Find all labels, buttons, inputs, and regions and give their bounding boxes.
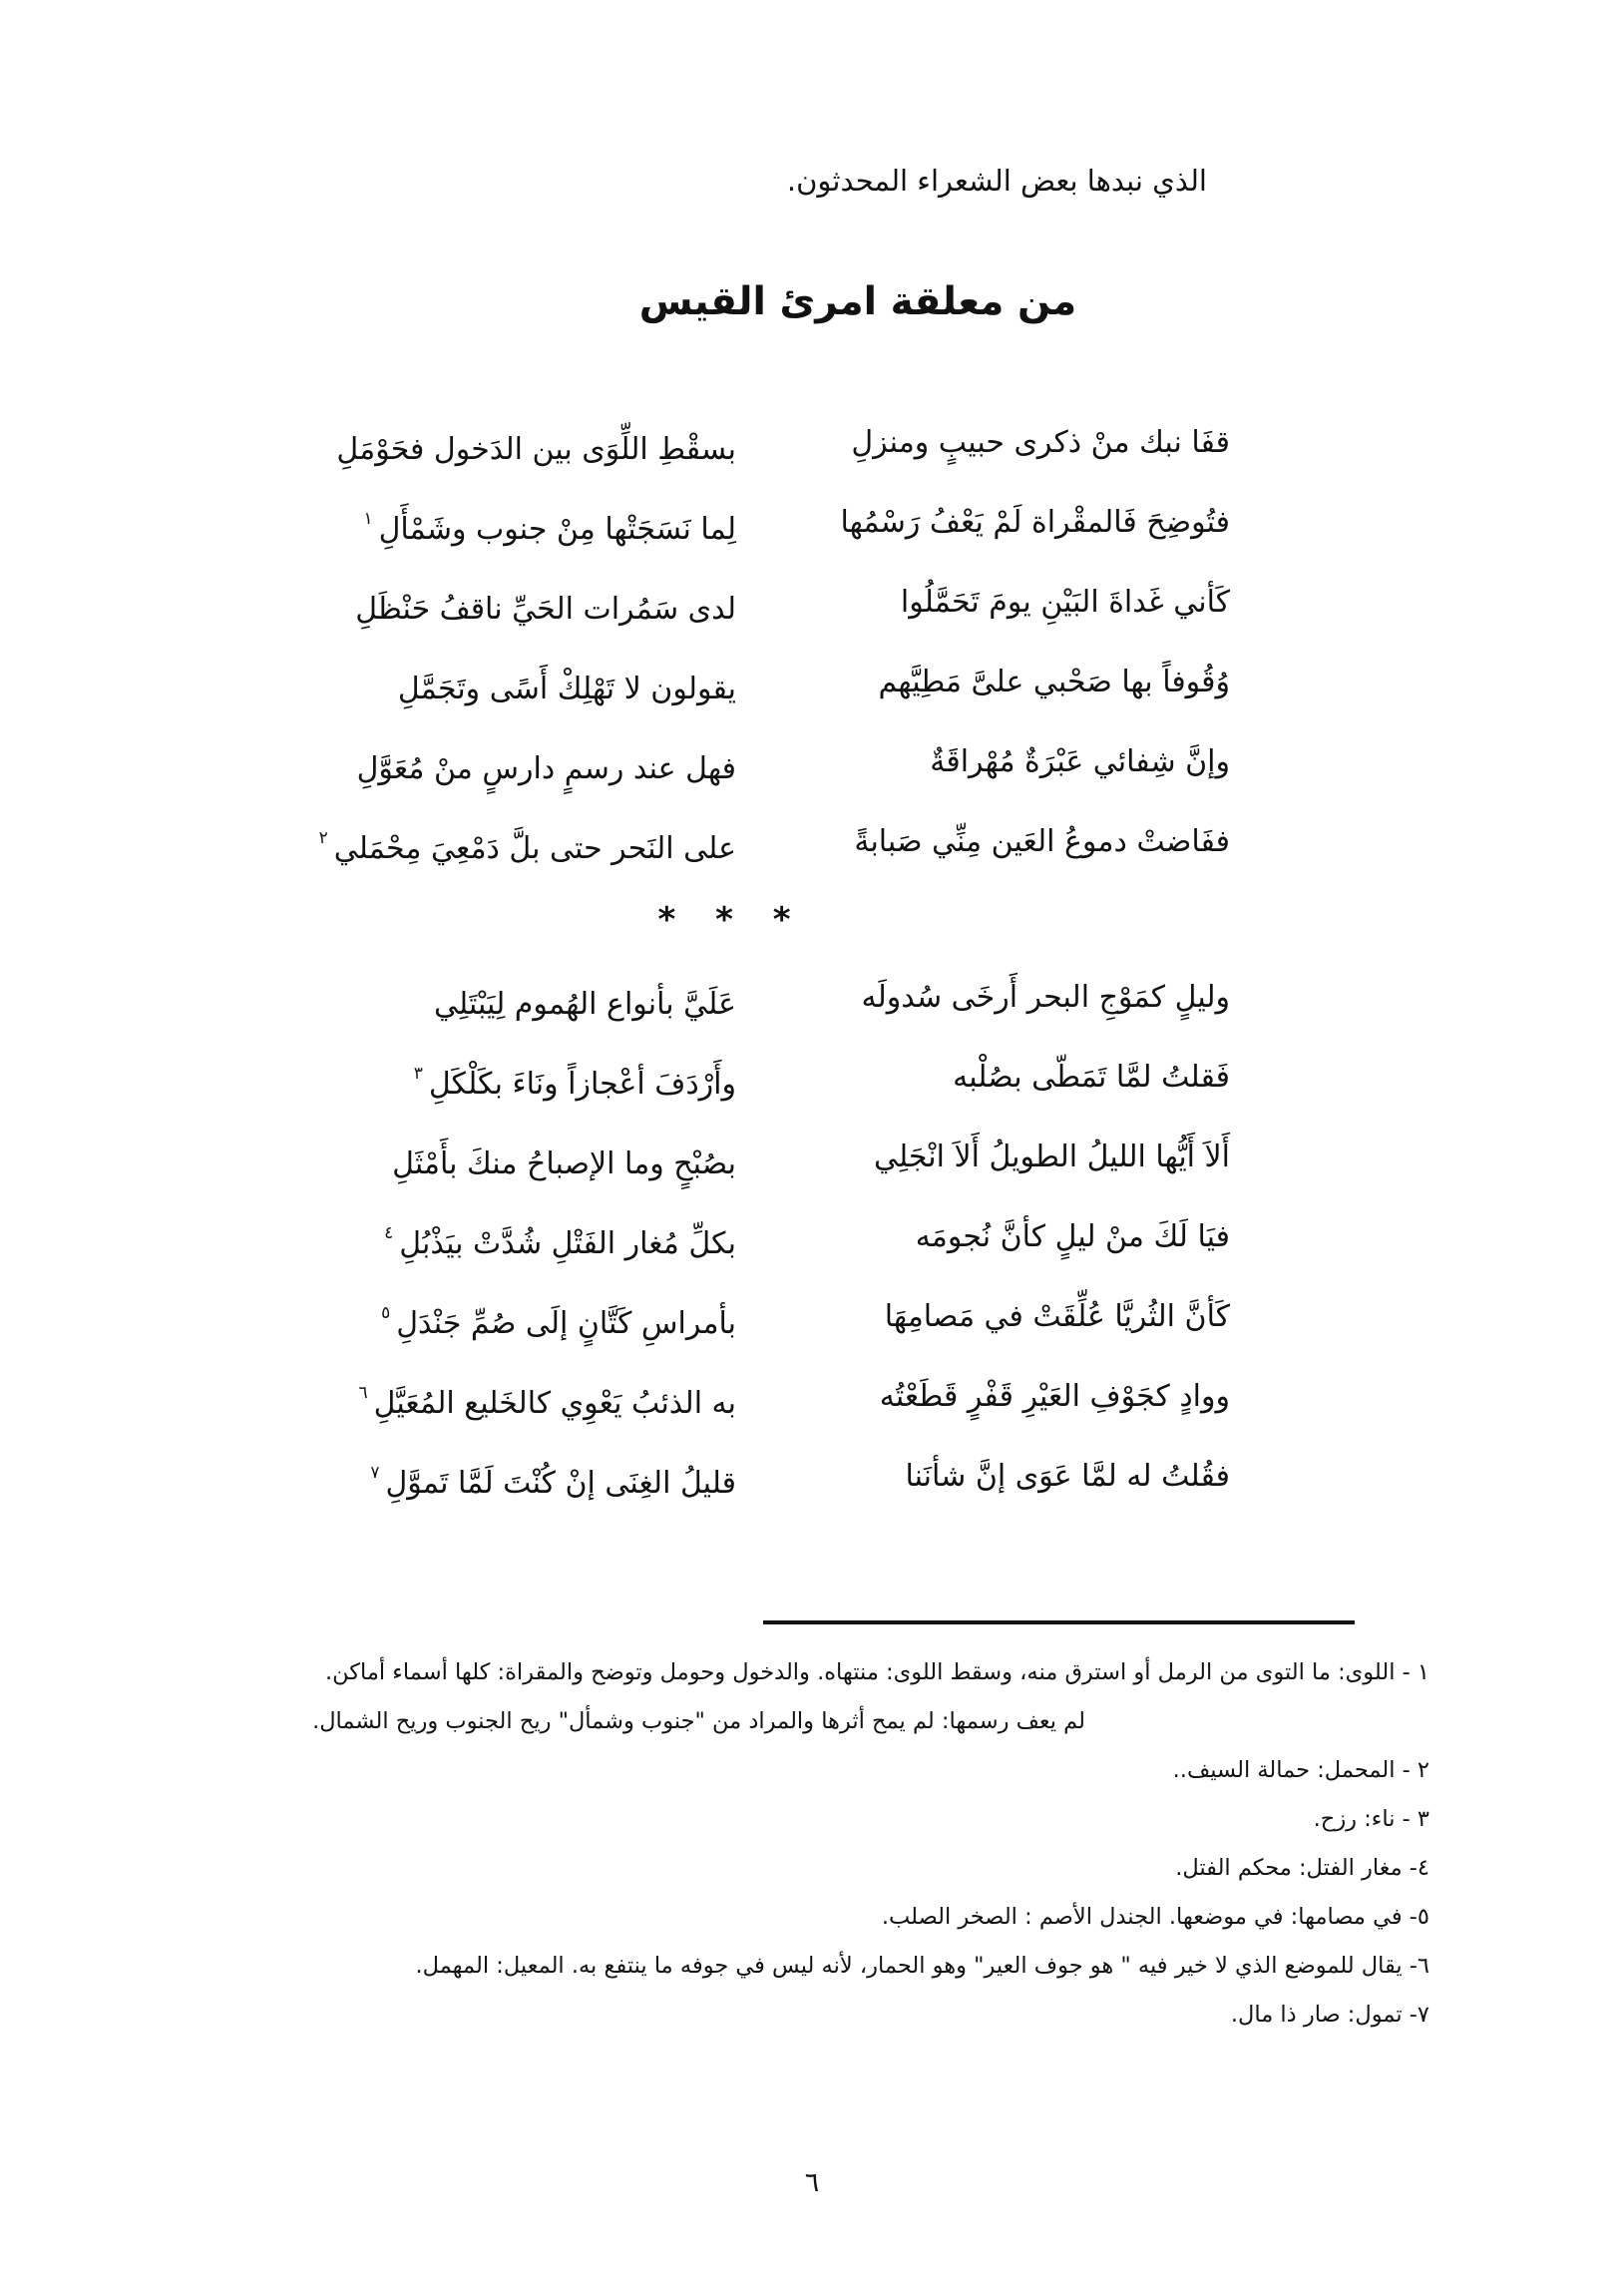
hemistich-text: فهل عند رسمٍ دارسٍ منْ مُعَوَّلِ [356,751,736,786]
section-separator: * * * [657,900,805,940]
hemistich-text: بسقْطِ اللِّوَى بين الدَخول فحَوْمَلِ [336,432,736,467]
hemistich-text: فيَا لَكَ منْ ليلٍ كأنَّ نُجومَه [915,1219,1230,1254]
verse-row [232,1277,1230,1357]
hemistich-text: بأمراسِ كَتَّانٍ إلَى صُمِّ جَنْدَلِ [396,1306,736,1341]
footnote-line: ٦- يقال للموضع الذي لا خير فيه " هو جوف العير" وهو الحمار، لأنه ليس في جوفه ما ينتفع به. المعيل: المهمل. [415,1953,1429,1979]
hemistich-text: وليلٍ كمَوْجِ البحر أَرخَى سُدولَه [861,980,1230,1015]
hemistich-first [878,643,1230,722]
hemistich-second [384,1197,736,1277]
hemistich-second [330,403,736,483]
verse-row [232,1197,1230,1277]
footnote-line: ٢ - المحمل: حمالة السيف.. [1172,1757,1429,1783]
hemistich-text: وإنَّ شِفائي عَبْرَةٌ مُهْراقَةٌ [930,744,1230,779]
footnote-line: ٤- مغار الفتل: محكم الفتل. [1175,1855,1429,1881]
verse-row [232,1038,1230,1118]
hemistich-text: قفَا نبك منْ ذكرى حبيبٍ ومنزلِ [851,425,1230,460]
footnote-marker: ٣ [413,1064,423,1084]
hemistich-second [319,802,736,882]
poem-block [232,403,1230,1517]
hemistich-second [381,1277,736,1357]
hemistich-text: كَأني غَداةَ البَيْنِ يومَ تَحَمَّلُوا [900,585,1230,620]
hemistich-second [351,722,736,802]
footnote-line: ٣ - ناء: رزح. [1313,1806,1429,1832]
hemistich-text: لِما نَسَجَتْها مِنْ جنوب وشَمْأَلِ [378,512,736,547]
footnote-line: ٥- في مصامها: في موضعها. الجندل الأصم : الصخر الصلب. [881,1904,1429,1930]
hemistich-text: ففَاضتْ دموعُ العَين مِنِّي صَبابةً [854,824,1230,859]
verse-row [232,1118,1230,1197]
hemistich-second [386,1118,736,1197]
hemistich-text: يقولون لا تَهْلِكْ أَسًى وتَجَمَّلِ [397,672,736,706]
hemistich-first [874,1118,1230,1197]
hemistich-second [428,958,736,1038]
hemistich-first [862,958,1230,1038]
hemistich-text: على النَحر حتى بلَّ دَمْعِيَ مِحْمَلي [333,831,736,866]
footnote-line: ١ - اللوى: ما التوى من الرمل أو استرق منه، وسقط اللوى: منتهاه. والدخول وحومل وتوضح والمقراة: كلها أسماء أماكن. [325,1659,1429,1685]
footnote-line: ٧- تمول: صار ذا مال. [1230,2002,1429,2028]
hemistich-second [359,1357,737,1437]
verse-row [232,1437,1230,1517]
footnote-marker: ٢ [318,828,328,848]
footnotes-block [188,1648,1429,2040]
hemistich-text: به الذئبُ يَعْوِي كالخَليع المُعَيَّلِ [373,1386,736,1421]
page-title: من معلقة امرئ القيس [638,279,1077,324]
hemistich-first [854,802,1230,882]
hemistich-second [363,483,736,563]
intro-text: الذي نبدها بعض الشعراء المحدثون. [786,164,1207,198]
footnote-marker: ٧ [370,1463,380,1483]
footnote-line: لم يعف رسمها: لم يمح أثرها والمراد من "جنوب وشمأل" ريح الجنوب وريح الشمال. [312,1708,1085,1734]
verse-row [232,403,1230,483]
hemistich-first [851,403,1230,483]
page-number: ٦ [804,2167,820,2198]
hemistich-text: بكلِّ مُغار الفَتْلِ شُدَّتْ بيَذْبُلِ [399,1226,736,1261]
hemistich-text: قليلُ الغِنَى إنْ كُنْتَ لَمَّا تَموَّلِ [385,1466,736,1501]
hemistich-first [905,1437,1230,1517]
footnote-marker: ٦ [358,1383,368,1403]
verse-row [232,643,1230,722]
footnote-divider [763,1620,1355,1624]
verse-row [232,722,1230,802]
hemistich-first [885,1277,1230,1357]
hemistich-text: فقُلتُ له لمَّا عَوَى إنَّ شأنَنا [905,1459,1230,1494]
hemistich-second [370,1437,736,1517]
hemistich-text: ووادٍ كجَوْفِ العَيْرِ قَفْرٍ قَطَعْتُه [879,1379,1230,1414]
hemistich-first [840,483,1230,563]
footnote-marker: ٤ [384,1223,394,1243]
hemistich-text: وأَرْدَفَ أعْجازاً ونَاءَ بكَلْكَلِ [428,1067,736,1102]
footnote-marker: ١ [363,509,373,529]
verse-row [232,483,1230,563]
hemistich-text: بصُبْحٍ وما الإصباحُ منكَ بأَمْثَلِ [392,1146,736,1181]
hemistich-first [953,1038,1230,1118]
hemistich-text: فَقلتُ لمَّا تَمَطّى بصُلْبه [953,1060,1230,1095]
hemistich-text: فتُوضِحَ فَالمقْراة لَمْ يَعْفُ رَسْمُها [840,505,1230,540]
hemistich-second [392,643,736,722]
hemistich-text: لدى سَمُرات الحَيِّ ناقفُ حَنْظَلِ [355,592,736,627]
hemistich-text: وُقُوفاً بها صَحْبي علىَّ مَطِيَّهم [878,665,1230,699]
hemistich-second [414,1038,736,1118]
hemistich-text: عَلَيَّ بأنواع الهُموم لِيَبْتَلِي [434,987,736,1022]
verse-row [232,958,1230,1038]
hemistich-first [880,1357,1230,1437]
hemistich-text: أَلاَ أَيُّها الليلُ الطويلُ أَلاَ انْجَلِي [873,1140,1230,1174]
hemistich-first [901,563,1230,643]
footnote-marker: ٥ [381,1303,391,1323]
hemistich-first [930,722,1230,802]
hemistich-first [916,1197,1230,1277]
verse-row [232,802,1230,882]
verse-row [232,563,1230,643]
hemistich-text: كَأنَّ الثُريَّا عُلِّقَتْ في مَصامِهَا [884,1299,1230,1334]
hemistich-second [349,563,736,643]
verse-row [232,1357,1230,1437]
